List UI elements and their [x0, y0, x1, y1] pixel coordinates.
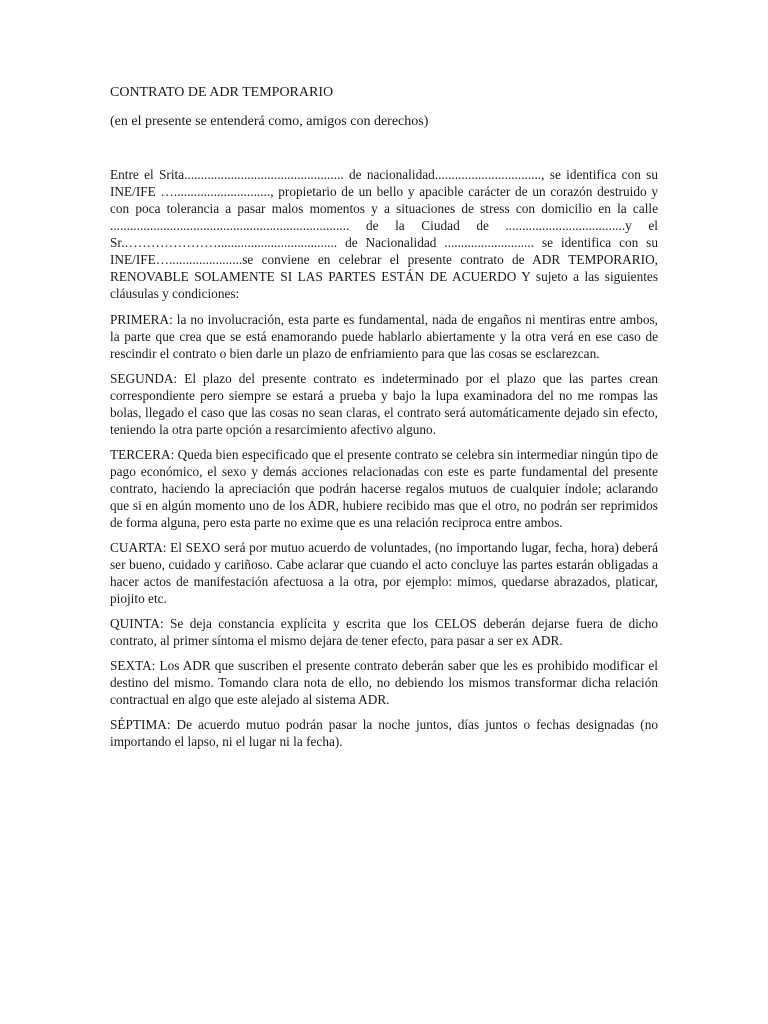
- contract-intro-paragraph: Entre el Srita................................................ de nacionalidad................................, se identifica con su INE/IFE …............................., propietario de un bello y apacible carácter de un corazón destruido y con poca tolerancia a pasar malos momentos y a situaciones de stress con domicilio en la calle ........................................................................ de la Ciudad de ....................................y el Sr.………………….................................... de Nacionalidad ........................... se identifica con su INE/IFE…......................se conviene en celebrar el presente contrato de ADR TEMPORARIO, RENOVABLE SOLAMENTE SI LAS PARTES ESTÁN DE ACUERDO Y sujeto a las siguientes cláusulas y condiciones:: [110, 167, 658, 301]
- document-page: [110, 84, 658, 758]
- document-subtitle: (en el presente se entenderá como, amigos con derechos): [110, 114, 429, 129]
- clause-tercera: TERCERA: Queda bien especificado que el presente contrato se celebra sin intermediar ningún tipo de pago económico, el sexo y demás acciones relacionadas con este es parte fundamental del presente contrato, haciendo la apreciación que podrán hacerse regalos mutuos de cualquier índole; aclarando que si en algún momento uno de los ADR, hubiere recibido mas que el otro, no podrán ser reprimidos de forma alguna, pero esta parte no exime que es una relación reciproca entre ambos.: [110, 447, 658, 530]
- document-title: CONTRATO DE ADR TEMPORARIO: [110, 85, 334, 100]
- clause-quinta: QUINTA: Se deja constancia explícita y escrita que los CELOS deberán dejarse fuera de dicho contrato, al primer síntoma el mismo dejara de tener efecto, para pasar a ser ex ADR.: [110, 616, 658, 648]
- clause-segunda: SEGUNDA: El plazo del presente contrato es indeterminado por el plazo que las partes crean correspondiente pero siempre se estará a prueba y bajo la lupa examinadora del no me rompas las bolas, llegado el caso que las cosas no sean claras, el contrato será automáticamente dejado sin efecto, teniendo la otra parte opción a resarcimiento afectivo alguno.: [110, 371, 658, 437]
- clause-sexta: SEXTA: Los ADR que suscriben el presente contrato deberán saber que les es prohibido modificar el destino del mismo. Tomando clara nota de ello, no debiendo los mismos transformar dicha relación contractual en algo que este alejado al sistema ADR.: [110, 658, 658, 707]
- clause-septima: SÉPTIMA: De acuerdo mutuo podrán pasar la noche juntos, días juntos o fechas designadas (no importando el lapso, ni el lugar ni la fecha).: [110, 717, 658, 749]
- clause-primera: PRIMERA: la no involucración, esta parte es fundamental, nada de engaños ni mentiras entre ambos, la parte que crea que se está enamorando puede hablarlo abiertamente y la otra verá en ese caso de rescindir el contrato o bien darle un plazo de enfriamiento para que las cosas se esclarezcan.: [110, 312, 658, 361]
- clause-cuarta: CUARTA: El SEXO será por mutuo acuerdo de voluntades, (no importando lugar, fecha, hora) deberá ser bueno, cuidado y cariñoso. Cabe aclarar que cuando el acto concluye las partes estarán obligadas a hacer actos de manifestación afectuosa a la otra, por ejemplo: mimos, quedarse abrazados, platicar, piojito etc.: [110, 540, 658, 606]
